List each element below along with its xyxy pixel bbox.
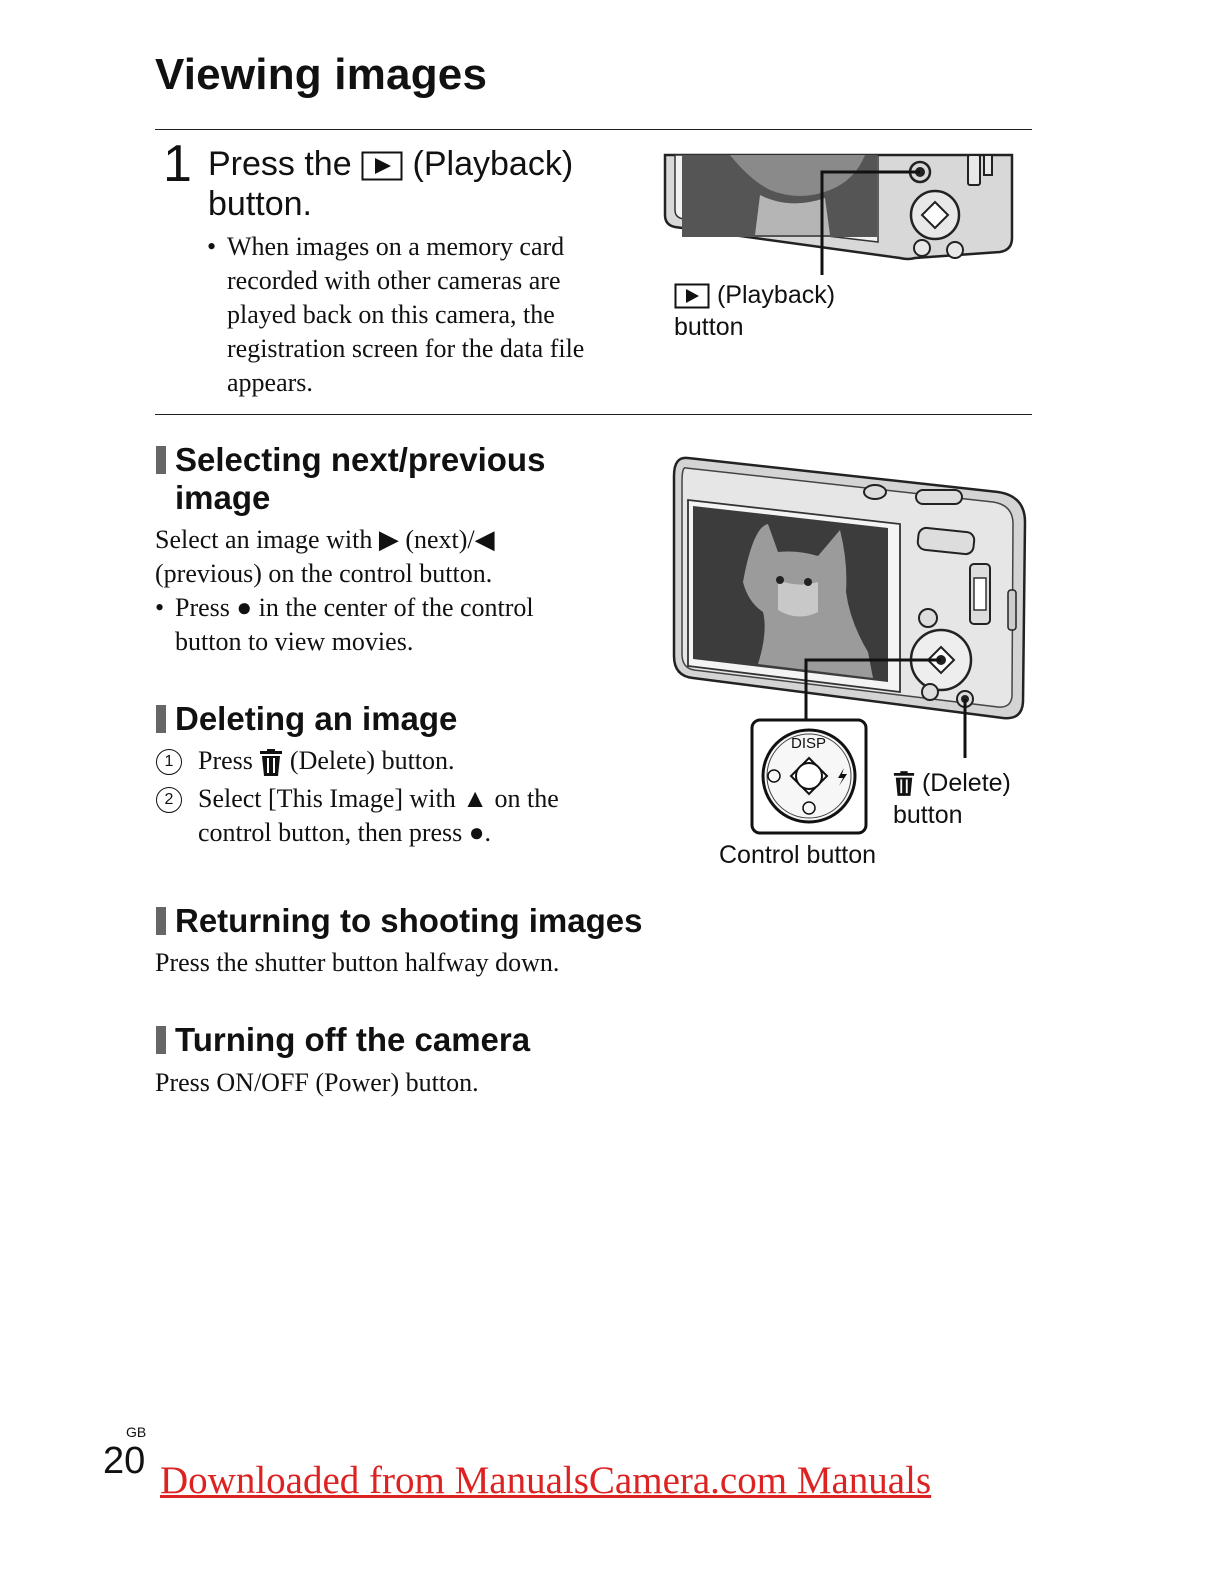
step-number: 1 xyxy=(163,135,192,193)
playback-caption-line2: button xyxy=(674,313,744,341)
section-heading-returning-text: Returning to shooting images xyxy=(175,902,643,939)
delete-caption-line2: button xyxy=(893,801,963,829)
step-bullet: • When images on a memory card recorded with other cameras are played back on this camera, the registration screen for the data file appears. xyxy=(207,230,617,400)
section-heading-next-prev-text xyxy=(175,441,545,517)
step-heading xyxy=(208,144,648,224)
heading-line2: image xyxy=(175,479,271,516)
section-marker xyxy=(156,907,166,935)
delete-caption-line1: (Delete) xyxy=(921,769,1011,797)
page-title: Viewing images xyxy=(155,50,488,99)
delete-step-1 xyxy=(155,744,625,778)
section-heading-next-prev xyxy=(155,441,545,517)
next-prev-bullet: Press ● in the center of the control button to view movies. xyxy=(175,593,534,656)
section-heading-delete xyxy=(155,700,457,738)
playback-icon xyxy=(361,151,403,181)
section-marker xyxy=(156,1026,166,1054)
section-heading-turning-off-text: Turning off the camera xyxy=(175,1021,531,1058)
playback-icon xyxy=(674,283,710,309)
section-heading-turning-off xyxy=(155,1021,530,1059)
step-num-2: 2 xyxy=(156,787,182,813)
step-heading-line2: button. xyxy=(208,185,312,223)
delete-step-2 xyxy=(155,782,625,850)
playback-caption-line1: (Playback) xyxy=(716,281,836,309)
next-prev-body: Select an image with ▶ (next)/◀ (previous) on the control button. • Press ● in the center of the control button to view movies. xyxy=(155,523,635,659)
section-marker xyxy=(156,446,166,474)
step-bullet-text: When images on a memory card recorded with other cameras are played back on this camera, the registration screen for the data file appears. xyxy=(227,232,585,397)
step-heading-pre: Press the xyxy=(208,145,352,183)
delete-steps xyxy=(155,744,625,850)
trash-icon xyxy=(893,770,915,798)
camera-illustration-top xyxy=(660,150,1020,280)
returning-text: Press the shutter button halfway down. xyxy=(155,948,560,977)
turning-off-text: Press ON/OFF (Power) button. xyxy=(155,1068,479,1097)
step-num-1: 1 xyxy=(156,749,182,775)
section-heading-returning xyxy=(155,902,643,940)
delete-step-2-text: Select [This Image] with ▲ on the control button, then press ●. xyxy=(198,784,559,847)
playback-caption xyxy=(674,279,835,343)
step-heading-post: (Playback) xyxy=(412,145,574,183)
next-prev-line1: Select an image with ▶ (next)/◀ xyxy=(155,525,495,554)
trash-icon xyxy=(259,749,283,777)
section-heading-delete-text: Deleting an image xyxy=(175,700,458,737)
divider-top xyxy=(155,129,1032,130)
heading-line1: Selecting next/previous xyxy=(175,441,546,478)
next-prev-line2: (previous) on the control button. xyxy=(155,559,493,588)
disp-label: DISP xyxy=(791,735,827,752)
delete-caption xyxy=(893,767,1011,831)
control-button-caption: Control button xyxy=(719,841,877,869)
page-number: 20 xyxy=(103,1440,146,1482)
page-region-code: GB xyxy=(126,1424,147,1440)
footer-download-link[interactable]: Downloaded from ManualsCamera.com Manuals xyxy=(160,1459,932,1502)
delete-step-1-post: (Delete) button. xyxy=(289,746,455,775)
divider-bottom xyxy=(155,414,1032,415)
delete-step-1-pre: Press xyxy=(198,746,253,775)
section-marker xyxy=(156,705,166,733)
